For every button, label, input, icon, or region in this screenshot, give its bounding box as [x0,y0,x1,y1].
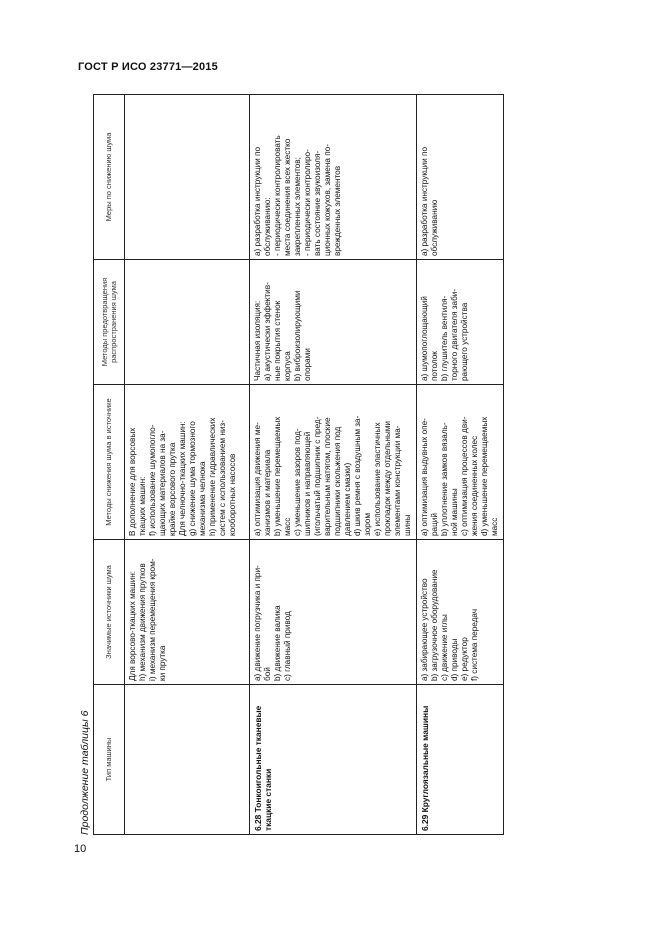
cell-propagation-methods [125,260,250,385]
cell-source-methods [250,385,417,540]
cell-line: ной машины [450,488,459,536]
column-header-source-methods: Методы снижения шума в источнике [94,385,125,540]
cell-line: b) уплотнение замков вязаль- [440,422,449,536]
cell-measures [250,95,417,260]
cell-line: шипников и направляющей [303,431,312,536]
cell-propagation-methods [417,260,504,385]
cell-line: зором [363,513,372,536]
cell-line: корпуса [283,351,292,381]
cell-line: h) применение гидравлических [208,417,217,536]
cell-line: а) акустически эффектив- [263,282,272,381]
table-row [250,95,417,835]
column-header-noise-sources: Значимые источники шума [94,540,125,685]
cell-line: закрепленных элементов; [293,157,302,256]
standard-header: ГОСТ Р ИСО 23771—2015 [78,61,218,73]
cell-line: бой [263,667,272,681]
cell-line: f) использование шумопогло- [148,424,157,536]
cell-line: c) движение иглы [440,614,449,681]
cell-line: e) редуктор [460,637,469,681]
cell-line: элементами конструкции ма- [393,425,402,536]
cell-machine-type: 6.28 Тонкоигольные тканевые ткацкие станки [250,685,417,835]
cell-line: а) оптимизация движения ме- [253,422,262,536]
cell-line: давлением смазки) [343,462,352,536]
page-number: 10 [74,843,87,855]
cell-line: b) уменьшение перемещаемых [273,416,282,536]
cell-line: систем с использованием низ- [218,420,227,536]
cell-propagation-methods [250,260,417,385]
cell-line: шины [403,514,412,536]
cell-line: прокладок между отдельными [383,420,392,536]
cell-line: крайке ворсового прутка [168,442,177,536]
cell-line: щающих материалов на за- [158,430,167,536]
cell-line: b) загрузочное оборудование [430,569,439,681]
cell-line: e) использование эластичных [373,422,382,536]
cell-machine-type [125,685,250,835]
cell-line: d) приводы [450,638,459,681]
column-header-machine-type: Тип машины [94,685,125,835]
cell-line: ки прутка [158,645,167,681]
cell-line: а) оптимизация выдувных опе- [420,418,429,536]
cell-line: рающего устройства [460,302,469,381]
cell-line: c) оптимизация процессов дви- [460,416,469,536]
cell-line: h) механизм движения прутков [138,563,147,681]
cell-line: f) система передач [470,608,479,681]
cell-line: подшипники скольжения под [333,426,342,536]
cell-noise-sources [250,540,417,685]
cell-line: обслуживанию [430,199,439,256]
cell-line: i) механизм перемещения кром- [148,558,157,681]
cell-line: а) забирающее устройство [420,578,429,681]
cell-line: масс [490,517,499,536]
cell-line: Частичная изоляция: [253,300,262,381]
column-header-propagation-methods: Методы предотвращения распространения шума [94,260,125,385]
cell-line: а) разработка инструкции по [253,146,262,256]
cell-line: а) разработка инструкции по [420,146,429,256]
cell-line: врежденных элементов [333,165,342,256]
noise-reduction-table [93,94,504,835]
cell-line: g) снижение шума тормозного [188,421,197,536]
table-header-row [94,95,125,835]
cell-line: Для челночно-ткацких машин: [178,421,187,536]
cell-source-methods [417,385,504,540]
cell-line: ционных кожухов, замена по- [323,144,332,256]
cell-line: опорами [303,348,312,381]
cell-line: ные покрытия стенок [273,300,282,381]
cell-line: жения соединенных колес [470,435,479,536]
cell-line: d) шкив ремня с воздушным за- [353,415,362,536]
cell-measures [417,95,504,260]
cell-line: а) шумопоглощающий [420,296,429,381]
table-row [417,95,504,835]
cell-line: потолок [430,351,439,381]
cell-line: c) уменьшение зазоров под- [293,428,302,536]
cell-line: механизма челнока [198,461,207,536]
cell-noise-sources [125,540,250,685]
cell-line: d) уменьшение перемещаемых [480,416,489,536]
cell-line: кооборотных насосов [228,453,237,536]
cell-line: варительным натягом, плоские [323,417,332,536]
cell-measures [125,95,250,260]
cell-line: вать состояние звукоизоля- [313,150,322,256]
cell-line: ханизмов и материала [263,449,272,536]
cell-line: ткацких машин: [138,476,147,536]
cell-line: c) главный привод [283,611,292,681]
cell-line: а) движение погрузчика и при- [253,565,262,681]
cell-line: обслуживанию: [263,197,272,256]
cell-line: b) виброизолирующими [293,290,302,381]
table-row [125,95,250,835]
rotated-table-container [93,95,499,835]
cell-line: b) глушитель вентиля- [440,295,449,381]
column-header-measures: Меры по снижению шума [94,95,125,260]
cell-line: раций [430,513,439,536]
cell-line: места соединения всех жестко [283,138,292,256]
cell-line: - периодически контролиро- [303,149,312,256]
cell-line: Для ворсово-ткацких машин: [128,570,137,681]
cell-source-methods [125,385,250,540]
cell-line: В дополнение для ворсовых [128,427,137,536]
cell-line: - периодически контролировать [273,135,282,256]
cell-line: b) движение валика [273,605,282,681]
cell-machine-type: 6.29 Круглоязальные машины [417,685,504,835]
cell-line: (игольчатый подшипник с пред- [313,416,322,536]
cell-line: масс [283,517,292,536]
table-caption: Продолжение таблицы 6 [79,710,91,835]
cell-line: торного двигателя заби- [450,288,459,381]
cell-noise-sources [417,540,504,685]
